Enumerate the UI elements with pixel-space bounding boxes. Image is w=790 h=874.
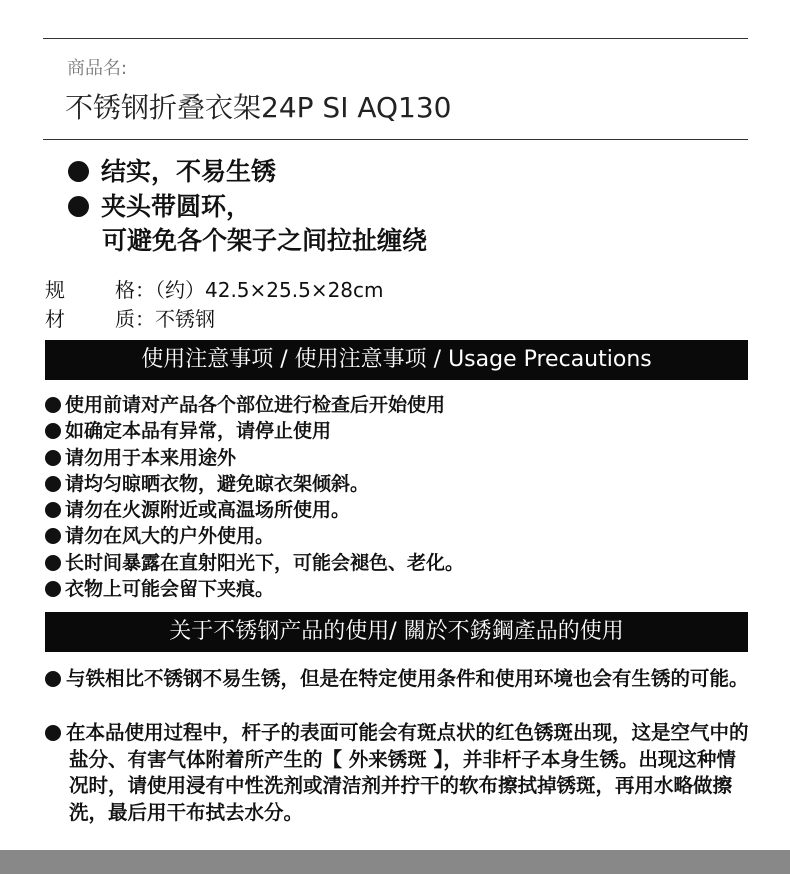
list-item: 长时间暴露在直射阳光下，可能会褪色、老化。 xyxy=(45,550,464,576)
bullet-icon xyxy=(45,671,61,687)
bullet-icon xyxy=(45,423,61,439)
product-name-label: 商品名: xyxy=(67,58,128,79)
feature-item-1 xyxy=(68,152,276,188)
bullet-icon xyxy=(68,196,89,217)
feature-text: 夹头带圆环， xyxy=(101,192,252,221)
stainless-note-2: 在本品使用过程中，杆子的表面可能会有斑点状的红色锈斑出现，这是空气中的盐分、有害气体附着所产生的【 外来锈斑 】，并非杆子本身生锈。出现这种情况时，请使用浸有中性洗剂或清洁剂并拧干的软布擦拭掉锈斑，再用水略做擦洗，最后用干布拭去水分。 xyxy=(45,720,750,826)
bullet-icon xyxy=(45,502,61,518)
bullet-icon xyxy=(45,581,61,597)
spec-material xyxy=(45,303,215,332)
spec-material-key: 材 xyxy=(45,307,65,331)
usage-section-header: 使用注意事项 / 使用注意事项 / Usage Precautions xyxy=(45,340,748,380)
spec-material-value: 质：不锈钢 xyxy=(115,307,215,331)
usage-notes-list xyxy=(45,392,464,602)
stainless-note-1: 与铁相比不锈钢不易生锈，但是在特定使用条件和使用环境也会有生锈的可能。 xyxy=(45,666,750,693)
feature-item-2-continued: 可避免各个架子之间拉扯缠绕 xyxy=(102,226,428,255)
bullet-icon xyxy=(45,725,61,741)
stainless-section-header: 关于不锈钢产品的使用/ 關於不銹鋼產品的使用 xyxy=(45,612,748,652)
feature-item-2 xyxy=(68,187,251,223)
name-divider xyxy=(43,139,748,140)
bullet-icon xyxy=(68,161,89,182)
list-item: 请勿在火源附近或高温场所使用。 xyxy=(45,497,464,523)
list-item: 使用前请对产品各个部位进行检查后开始使用 xyxy=(45,392,464,418)
bullet-icon xyxy=(45,476,61,492)
footer-band xyxy=(0,850,790,874)
list-item: 衣物上可能会留下夹痕。 xyxy=(45,576,464,602)
product-name: 不锈钢折叠衣架24P SI AQ130 xyxy=(65,91,452,124)
feature-text: 结实，不易生锈 xyxy=(101,157,277,186)
bullet-icon xyxy=(45,397,61,413)
top-rule xyxy=(43,38,748,39)
spec-size xyxy=(45,274,384,303)
bullet-icon xyxy=(45,528,61,544)
list-item: 请勿用于本来用途外 xyxy=(45,445,464,471)
list-item: 如确定本品有异常，请停止使用 xyxy=(45,418,464,444)
bullet-icon xyxy=(45,555,61,571)
list-item: 请勿在风大的户外使用。 xyxy=(45,523,464,549)
spec-size-value: 格：（约）42.5×25.5×28cm xyxy=(115,278,384,302)
list-item: 请均匀晾晒衣物，避免晾衣架倾斜。 xyxy=(45,471,464,497)
bullet-icon xyxy=(45,450,61,466)
spec-size-key: 规 xyxy=(45,278,65,302)
